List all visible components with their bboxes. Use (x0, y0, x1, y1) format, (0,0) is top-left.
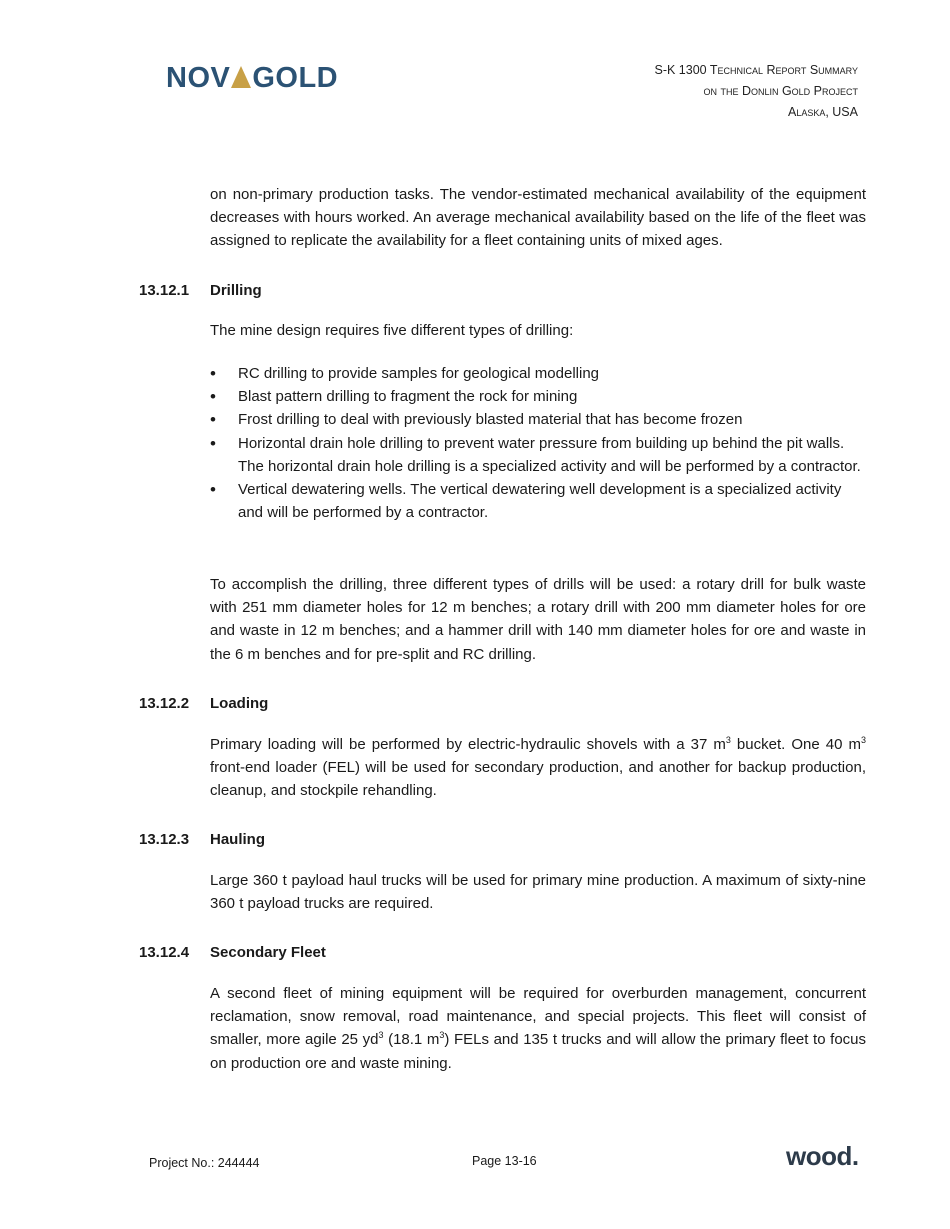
report-header (655, 60, 859, 123)
list-item: • Blast pattern drilling to fragment the rock for mining (210, 385, 866, 408)
page-number: Page 13-16 (472, 1154, 537, 1168)
section-number: 13.12.3 (139, 831, 190, 848)
secondary-fleet-paragraph: A second fleet of mining equipment will be required for overburden management, concurrent reclamation, snow removal, road maintenance, and special projects. This fleet will consist of smaller, more agile 25 $yd^3$ (18.1 $m^3$) FELs and 135 t trucks and will allow the primary fleet to focus on production ore and waste mining. (210, 985, 866, 1072)
section-title: Loading (210, 695, 269, 712)
section-title: Secondary Fleet (210, 944, 326, 961)
list-item: • Frost drilling to deal with previously blasted material that has become frozen (210, 408, 866, 431)
intro-paragraph: on non-primary production tasks. The vendor-estimated mechanical availability of the equipment decreases with hours worked. An average mechanical availability based on the life of the fleet was assigned to replicate the availability for a fleet containing units of mixed ages. (210, 186, 866, 250)
list-item: • RC drilling to provide samples for geological modelling (210, 362, 866, 385)
drilling-bullet-list (210, 362, 866, 524)
novagold-logo: NOV GOLD (166, 62, 339, 94)
drilling-closing-paragraph: To accomplish the drilling, three different types of drills will be used: a rotary drill for bulk waste with 251 mm diameter holes for 12 m benches; a rotary drill with 200 mm diameter holes for ore and waste in 12 m benches; and a hammer drill with 140 mm diameter holes for ore and waste in the 6 m benches and for pre-split and RC drilling. (210, 576, 866, 663)
header-line-1: S-K 1300 Technical Report Summary (654, 63, 858, 77)
list-item: • Vertical dewatering wells. The vertical dewatering well development is a specialized activity and will be performed by a contractor. (210, 478, 866, 524)
section-number: 13.12.2 (139, 695, 190, 712)
loading-paragraph: Primary loading will be performed by electric-hydraulic shovels with a 37 $m^3$ bucket. One 40 $m^3$ front-end loader (FEL) will be used for secondary production, and another for backup production, cleanup, and stockpile rehandling. (210, 735, 866, 800)
wood-logo: wood. (786, 1141, 859, 1171)
section-title: Drilling (210, 282, 262, 299)
hauling-paragraph: Large 360 t payload haul trucks will be used for primary mine production. A maximum of sixty-nine 360 t payload trucks are required. (210, 872, 866, 913)
header-line-3: Alaska, USA (787, 105, 858, 119)
drilling-intro: The mine design requires five different types of drilling: (210, 322, 574, 339)
section-title: Hauling (210, 831, 265, 848)
logo-triangle-icon (231, 66, 251, 88)
header-line-2: on the Donlin Gold Project (703, 84, 858, 98)
section-number: 13.12.4 (139, 944, 190, 961)
project-number: Project No.: 244444 (149, 1156, 260, 1170)
list-item: • Horizontal drain hole drilling to prevent water pressure from building up behind the pit walls. The horizontal drain hole drilling is a specialized activity and will be performed by a contractor. (210, 432, 866, 478)
section-number: 13.12.1 (139, 282, 190, 299)
